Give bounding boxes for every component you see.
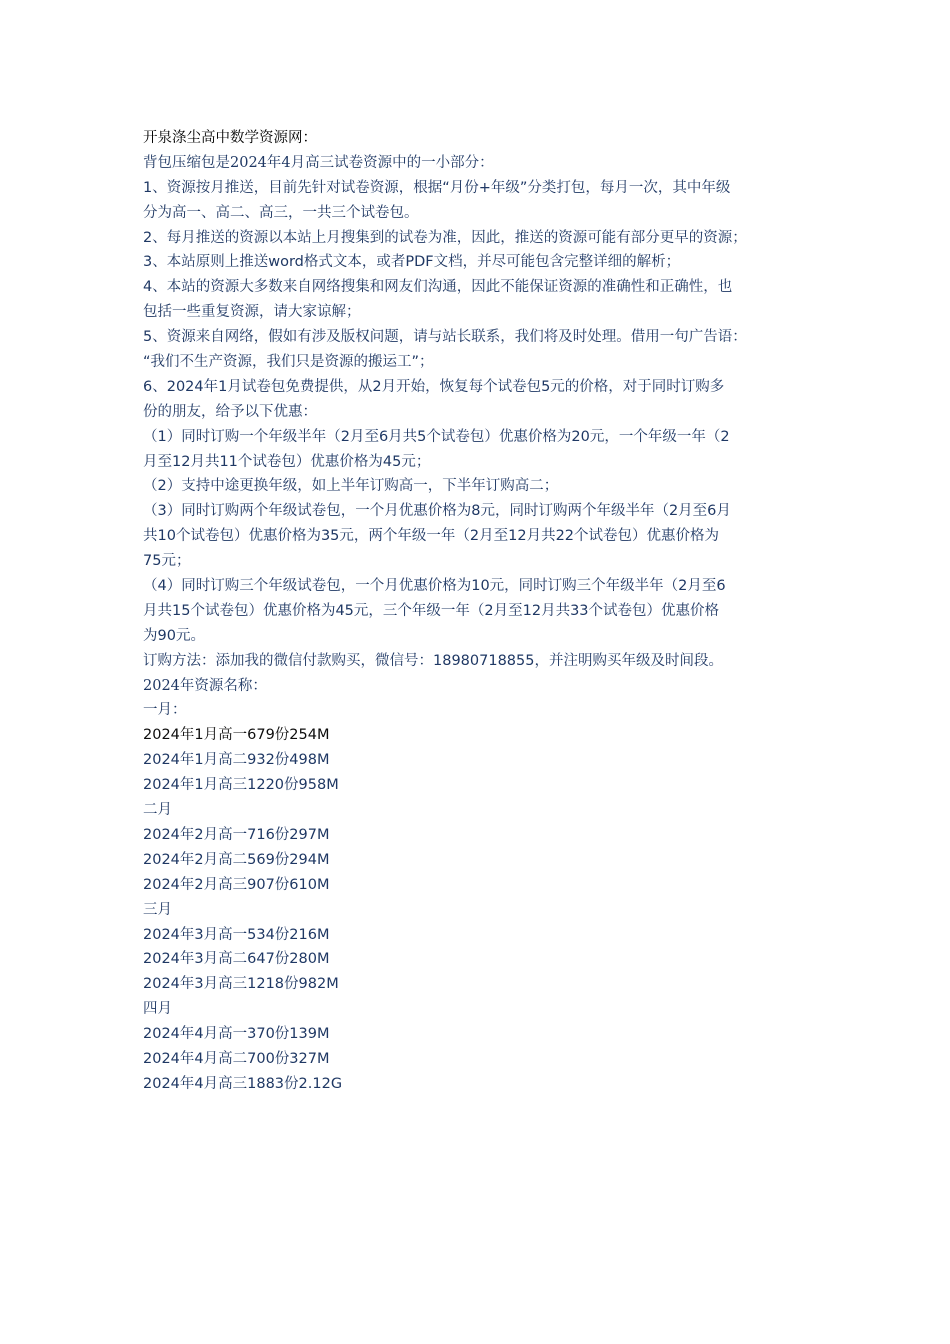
note-line: 共10个试卷包）优惠价格为35元，两个年级一年（2月至12月共22个试卷包）优惠价格为: [143, 528, 720, 545]
resource-item: 2024年4月高一370份139M: [143, 1026, 330, 1043]
note-line: 包括一些重复资源，请大家谅解；: [143, 304, 361, 321]
note-line: 为90元。: [143, 627, 205, 644]
resource-item: 2024年3月高三1218份982M: [143, 976, 339, 993]
resource-item: 2024年4月高三1883份2.12G: [143, 1075, 343, 1092]
note-line: “我们不生产资源，我们只是资源的搬运工”；: [143, 354, 434, 371]
resource-item: 2024年3月高一534份216M: [143, 926, 330, 943]
note-line: （4）同时订购三个年级试卷包，一个月优惠价格为10元，同时订购三个年级半年（2月至6: [143, 578, 726, 595]
resource-item: 2024年3月高二647份280M: [143, 951, 330, 968]
note-line: 3、本站原则上推送word格式文本，或者PDF文档，并尽可能包含完整详细的解析；: [143, 254, 681, 271]
resource-item: 2024年4月高二700份327M: [143, 1050, 330, 1067]
month-heading: 一月：: [143, 702, 187, 719]
month-heading: 二月: [143, 802, 172, 819]
note-line: （2）支持中途更换年级，如上半年订购高一，下半年订购高二；: [143, 478, 559, 495]
note-line: 月共15个试卷包）优惠价格为45元，三个年级一年（2月至12月共33个试卷包）优惠价格: [143, 602, 720, 619]
note-line: 份的朋友，给予以下优惠：: [143, 403, 317, 420]
resource-list-heading: 2024年资源名称：: [143, 677, 267, 694]
note-line: （1）同时订购一个年级半年（2月至6月共5个试卷包）优惠价格为20元，一个年级一年（2: [143, 428, 730, 445]
note-line: 4、本站的资源大多数来自网络搜集和网友们沟通，因此不能保证资源的准确性和正确性，也: [143, 279, 733, 296]
month-heading: 三月: [143, 901, 172, 918]
order-method-line: 订购方法：添加我的微信付款购买，微信号：18980718855，并注明购买年级及时间段。: [143, 652, 723, 669]
note-line: 分为高一、高二、高三，一共三个试卷包。: [143, 204, 419, 221]
note-line: 75元；: [143, 553, 191, 570]
note-line: 月至12月共11个试卷包）优惠价格为45元；: [143, 453, 431, 470]
note-line: 5、资源来自网络，假如有涉及版权问题，请与站长联系，我们将及时处理。借用一句广告语：: [143, 329, 747, 346]
resource-item: 2024年1月高二932份498M: [143, 752, 330, 769]
note-line: 1、资源按月推送，目前先针对试卷资源，根据“月份+年级”分类打包，每月一次，其中年级: [143, 179, 731, 196]
resource-item: 2024年2月高二569份294M: [143, 851, 330, 868]
note-line: 2、每月推送的资源以本站上月搜集到的试卷为准，因此，推送的资源可能有部分更早的资源；: [143, 229, 747, 246]
note-line: （3）同时订购两个年级试卷包，一个月优惠价格为8元，同时订购两个年级半年（2月至6月: [143, 503, 731, 520]
note-line: 6、2024年1月试卷包免费提供，从2月开始，恢复每个试卷包5元的价格，对于同时订购多: [143, 378, 725, 395]
month-heading: 四月: [143, 1001, 172, 1018]
resource-item: 2024年2月高三907份610M: [143, 876, 330, 893]
resource-item: 2024年1月高一679份254M: [143, 727, 330, 744]
document-title: 开泉涤尘高中数学资源网：: [143, 130, 317, 146]
resource-item: 2024年2月高一716份297M: [143, 826, 330, 843]
document-page: [143, 126, 823, 1097]
resource-item: 2024年1月高三1220份958M: [143, 777, 339, 794]
document-intro: 背包压缩包是2024年4月高三试卷资源中的一小部分：: [143, 154, 494, 171]
